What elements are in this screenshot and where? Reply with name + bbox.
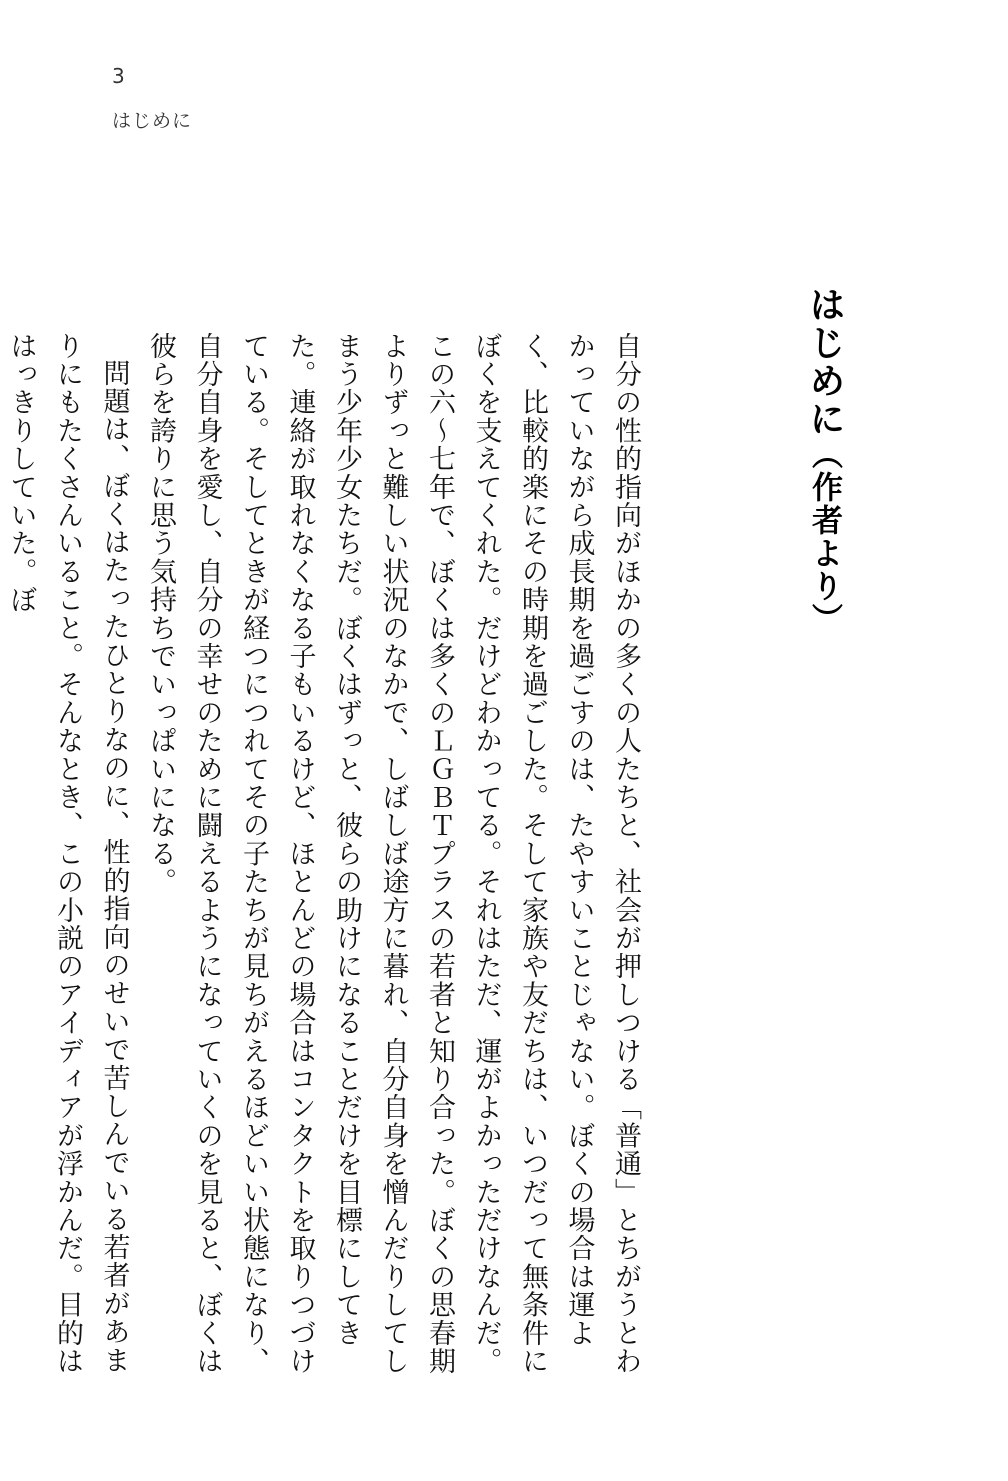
running-head: はじめに <box>112 110 193 132</box>
body-text <box>0 332 648 1382</box>
paragraph: 問題は、ぼくはたったひとりなのに、性的指向のせいで苦しんでいる若者があまりにもたくさんいること。そんなとき、この小説のアイディアが浮かんだ。目的ははっきりしていた。ぼ <box>5 332 130 1376</box>
chapter-title <box>804 286 844 636</box>
paragraph: 自分の性的指向がほかの多くの人たちと、社会が押しつける「普通」とちがうとわかっていながら成長期を過ごすのは、たやすいことじゃない。ぼくの場合は運よく、比較的楽にその時期を過ごした。そして家族や友だちは、いつだって無条件にぼくを支えてくれた。だけどわかってる。それはただ、運がよかっただけなんだ。この六〜七年で、ぼくは多くのＬＧＢＴプラスの若者と知り合った。ぼくの思春期よりずっと難しい状況のなかで、しばしば途方に暮れ、自分自身を憎んだりしてしまう少年少女たちだ。ぼくはずっと、彼らの助けになることだけを目標にしてきた。連絡が取れなくなる子もいるけど、ほとんどの場合はコンタクトを取りつづけている。そしてときが経つにつれてその子たちが見ちがえるほどいい状態になり、自分自身を愛し、自分の幸せのために闘えるようになっていくのを見ると、ぼくは彼らを誇りに思う気持ちでいっぱいになる。 <box>145 332 641 1376</box>
chapter-title-sub: （作者より） <box>806 438 842 636</box>
chapter-title-main: はじめに <box>804 286 845 438</box>
page-number: 3 <box>112 64 125 88</box>
